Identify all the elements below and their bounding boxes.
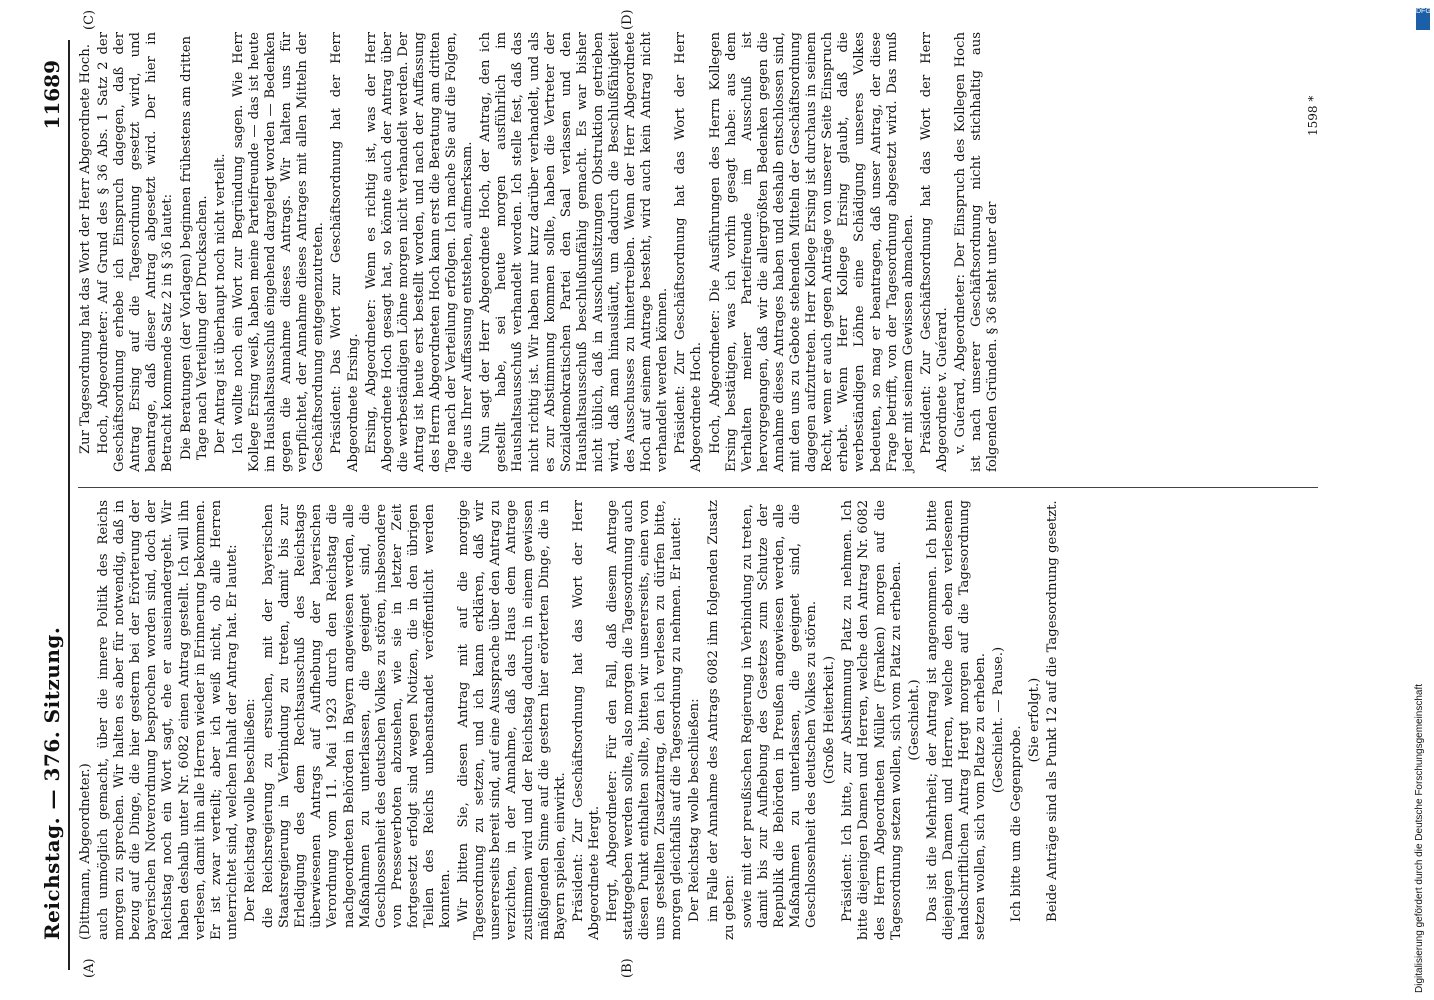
header-left: Reichstag. — 376. Sitzung. bbox=[40, 626, 64, 940]
paragraph: Präsident: Zur Geschäftsordnung hat das Wort der Herr Abgeordnete Hergt. bbox=[570, 500, 602, 940]
margin-marker-b: (B) bbox=[620, 958, 635, 978]
paragraph: Ich wollte noch ein Wort zur Begründung sagen. Wie Herr Kollege Ersing weiß, haben meine Parteifreunde — das ist heute im Haushaltsausschuß eingehend dargelegt worden — Bedenken gegen die Annahme dieses Antrags. Wir halten uns für verpflichtet, der Annahme dieses Antrages mit allen Mitteln der Geschäftsordnung entgegenzutreten. bbox=[230, 32, 327, 472]
dfg-label: DFG bbox=[1416, 8, 1431, 15]
paragraph: Wir bitten Sie, diesen Antrag mit auf die morgige Tagesordnung zu setzen, und ich kann erklären, daß wir unsererseits bereit sind, auf eine Aussprache über den Antrag zu verzichten, in der Annahme, daß das Haus dem Antrage zustimmen wird und der Reichstag dadurch in einem gewissen mäßigenden Sinne auf die gestern hier erörterten Dinge, die in Bayern spielen, einwirkt. bbox=[456, 500, 568, 940]
paragraph: Das ist die Mehrheit; der Antrag ist angenommen. Ich bitte diejenigen Damen und Herren, welche den eben verlesenen handschriftlichen Antrag Hergt morgen auf die Tagesordnung setzen wollen, sich vom Platze zu erheben. bbox=[924, 500, 989, 940]
interjection: (Sie erfolgt.) bbox=[1027, 677, 1043, 763]
paragraph: auch unmöglich gemacht, über die innere Politik des Reichs morgen zu sprechen. Wir halten es aber für notwendig, daß in bezug auf die Dinge, die hier gestern bei der Erörterung der bayerischen Notverordnung besprochen worden sind, doch der Reichstag noch ein Wort sagt, ehe er auseinandergeht. Wir haben deshalb unter Nr. 6082 einen Antrag gestellt. Ich will ihn verlesen, damit ihn alle Herren wieder in Erinnerung bekommen. Er ist zwar verteilt; aber ich weiß nicht, ob alle Herren unterrichtet sind, welchen Inhalt der Antrag hat. Er lautet: bbox=[96, 500, 240, 940]
paragraph: im Falle der Annahme des Antrags 6082 ihm folgenden Zusatz zu geben: bbox=[705, 500, 737, 940]
motion-quote: sowie mit der preußischen Regierung in Verbindung zu treten, damit bis zur Aufhebung des Gesetzes zum Schutze der Republik die Behörden in Preußen angewiesen werden, alle Maßnahmen zu unterlassen, die geeignet sind, die Geschlossenheit des deutschen Volkes zu stören. bbox=[739, 504, 820, 928]
interjection: (Geschieht. — Pause.) bbox=[991, 646, 1007, 794]
paragraph: Der Antrag ist überhaupt noch nicht verteilt. bbox=[212, 153, 228, 454]
page-number: 11689 bbox=[40, 60, 64, 130]
paragraph: Hoch, Abgeordneter: Die Ausführungen des Herrn Kollegen Ersing bestätigen, was ich vorhin gesagt habe: aus dem Verhalten meiner Parteifreunde im Ausschuß ist hervorgegangen, daß wir die allergrößten Bedenken gegen die Annahme dieses Antrages haben und deshalb entschlossen sind, mit den uns zu Gebote stehenden Mitteln der Geschäftsordnung dagegen aufzutreten. Herr Kollege Ersing ist durchaus in seinem Recht, wenn er auch gegen Anträge von unserer Seite Einspruch erhebt. Wenn Herr Kollege Ersing glaubt, daß die werbeständigen Löhne eine Schädigung unseres Volkes bedeuten, so mag er beantragen, daß unser Antrag, der diese Frage betrifft, von der Tagesordnung abgesetzt wird. Das muß jeder mit seinem Gewissen abmachen. bbox=[707, 32, 916, 472]
paragraph: Präsident: Das Wort zur Geschäftsordnung hat der Herr Abgeordnete Ersing. bbox=[329, 32, 361, 472]
right-column bbox=[78, 32, 1003, 472]
margin-marker-d: (D) bbox=[620, 9, 635, 30]
paragraph: Hergt, Abgeordneter: Für den Fall, daß diesem Antrage stattgegeben werden sollte, also morgen die Tagesordnung auch diesen Punkt enthalten sollte, bitten wir unsererseits, einen von uns gestellten Zusatzantrag, den ich verlesen zu dürfen bitte, morgen gleichfalls auf die Tagesordnung zu nehmen. Er lautet: bbox=[605, 500, 685, 940]
motion-quote: die Reichsregierung zu ersuchen, mit der bayerischen Staatsregierung in Verbindung zu treten, damit bis zur Erledigung des dem Rechtsausschuß des Reichstags überwiesenen Antrags auf Aufhebung der bayerischen Verordnung vom 11. Mai 1923 durch den Reichstag die nachgeordneten Behörden in Bayern angewiesen werden, alle Maßnahmen zu unterlassen, die geeignet sind, die Geschlossenheit des deutschen Volkes zu stören, insbesondere von Presseverboten abzusehen, wie sie in letzter Zeit fortgesetzt erfolgt sind wegen Notizen, die in den übrigen Teilen des Reichs unbeanstandet veröffentlicht werden konnten. bbox=[261, 504, 454, 928]
paragraph: Präsident: Zur Geschäftsordnung hat das Wort der Herr Abgeordnete Hoch. bbox=[673, 32, 705, 472]
interjection: (Große Heiterkeit.) bbox=[822, 655, 838, 785]
paragraph: Hoch, Abgeordneter: Auf Grund des § 36 Abs. 1 Satz 2 der Geschäftsordnung erhebe ich Einspruch dagegen, daß der Antrag Ersing auf die Tagesordnung gesetzt wird, und beantrage, daß dieser Antrag abgesetzt wird. Der hier in Betracht kommende Satz 2 in § 36 lautet: bbox=[96, 32, 176, 472]
footer-number: 1598 * bbox=[1306, 95, 1320, 136]
digitization-note bbox=[1414, 8, 1430, 993]
margin-marker-c: (C) bbox=[82, 9, 97, 30]
paragraph: Zur Tagesordnung hat das Wort der Herr Abgeordnete Hoch. bbox=[78, 44, 93, 454]
left-column bbox=[78, 500, 1064, 940]
paragraph: Ich bitte um die Gegenprobe. bbox=[1009, 725, 1025, 922]
interjection: (Geschieht.) bbox=[906, 679, 922, 761]
margin-marker-a: (A) bbox=[82, 958, 97, 978]
paragraph: v. Guérard, Abgeordneter: Der Einspruch des Kollegen Hoch ist nach unserer Geschäftsordnung nicht stichhaltig aus folgenden Gründen. § 36 steht unter der bbox=[952, 32, 1001, 472]
paragraph: Präsident: Ich bitte, zur Abstimmung Platz zu nehmen. Ich bitte diejenigen Damen und Herren, welche den Antrag Nr. 6082 des Herrn Abgeordneten Müller (Franken) morgen auf die Tagesordnung setzen wollen, sich vom Platz zu erheben. bbox=[840, 500, 904, 940]
paragraph: Präsident: Zur Geschäftsordnung hat das Wort der Herr Abgeordnete v. Guérard. bbox=[918, 32, 950, 472]
paragraph: Ersing, Abgeordneter: Wenn es richtig ist, was der Herr Abgeordnete Hoch gesagt hat, so könnte auch der Antrag über die werbeständigen Löhne morgen nicht verhandelt werden. Der Antrag ist heute erst bestellt worden, und nach der Auffassung des Herrn Abgeordneten Hoch kann erst die Beratung am dritten Tage nach der Verteilung erfolgen. Ich mache Sie auf die Folgen, die aus Ihrer Auffassung entstehen, aufmerksam. bbox=[363, 32, 476, 472]
paragraph: Beide Anträge sind als Punkt 12 auf die Tagesordnung gesetzt. bbox=[1045, 500, 1061, 922]
speaker-note: (Dittmann, Abgeordneter.) bbox=[78, 763, 93, 940]
paragraph: Der Reichstag wolle beschließen: bbox=[687, 698, 703, 922]
paragraph: Der Reichstag wolle beschließen: bbox=[242, 698, 258, 922]
column-divider bbox=[78, 487, 1318, 488]
page-header bbox=[40, 30, 68, 970]
header-rule bbox=[68, 40, 70, 970]
rule-quote: Die Beratungen (der Vorlagen) beginnen frühestens am dritten Tage nach Verteilung der Drucksachen. bbox=[178, 36, 210, 460]
digitization-note-text: Digitalisierung gefördert durch die Deutsche Forschungsgemeinschaft bbox=[1414, 683, 1425, 993]
paragraph: Nun sagt der Herr Abgeordnete Hoch, der Antrag, den ich gestellt habe, sei heute morgen ausführlich im Haushaltsausschuß verhandelt worden. Ich stelle fest, daß das nicht richtig ist. Wir haben nur kurz darüber verhandelt, und als es zur Abstimmung kommen sollte, haben die Vertreter der Sozialdemokratischen Partei den Saal verlassen und den Haushaltsausschuß beschlußunfähig gemacht. Es war bisher nicht üblich, daß in Ausschußsitzungen Obstruktion getrieben wird, daß man hinausläuft, um dadurch die Beschlußfähigkeit des Ausschusses zu hintertreiben. Wenn der Herr Abgeordnete Hoch auf seinem Antrage besteht, wird auch kein Antrag nicht verhandelt werden können. bbox=[478, 32, 671, 472]
